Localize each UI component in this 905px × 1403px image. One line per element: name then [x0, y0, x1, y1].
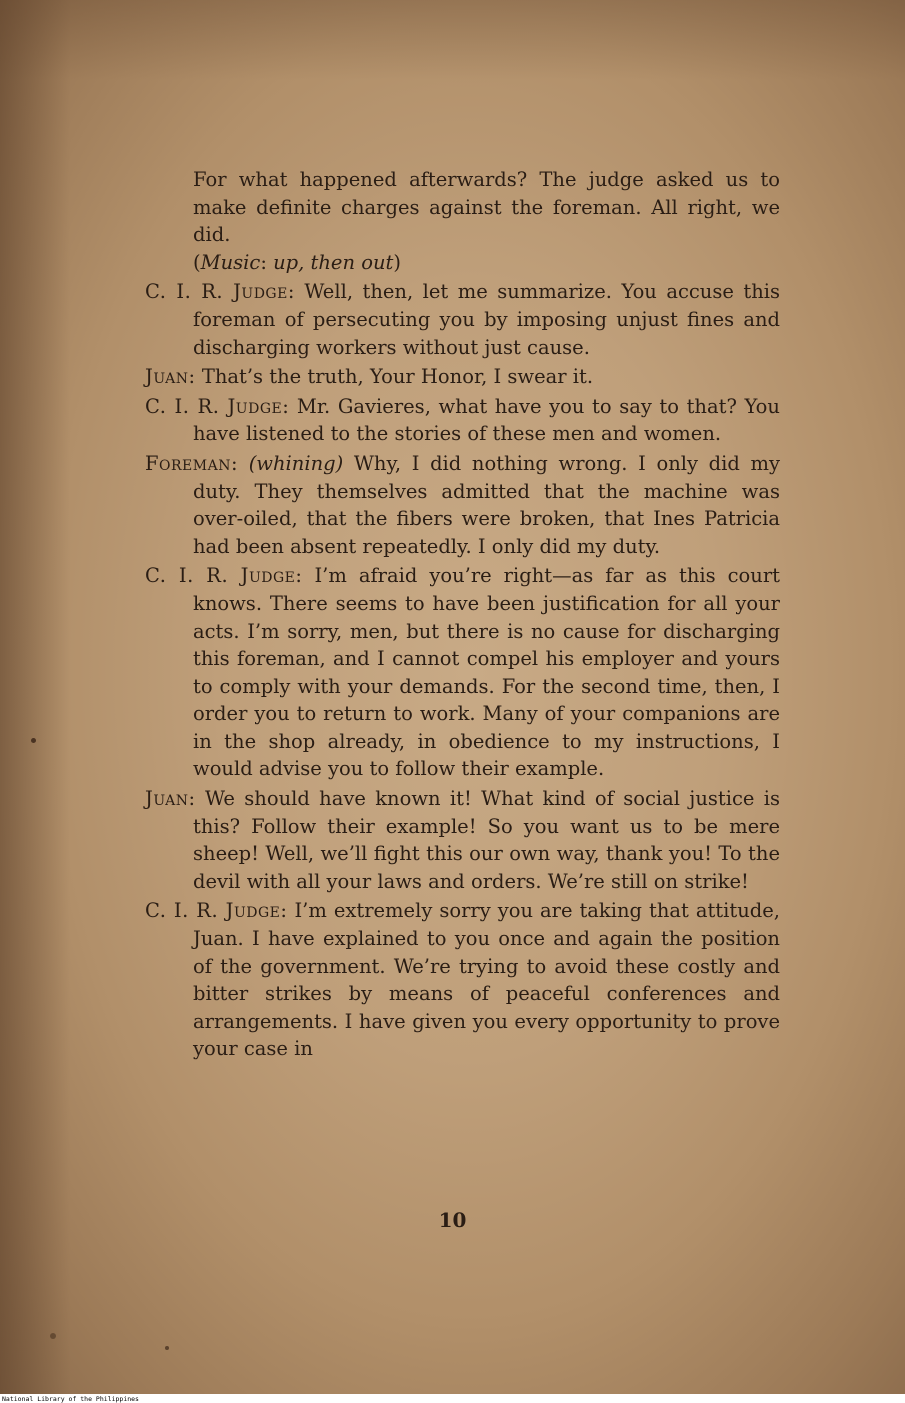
speech-direction: (whining) — [248, 451, 344, 475]
speaker-label: Foreman: — [145, 451, 239, 475]
speaker-label: C. I. R. Judge: — [145, 394, 290, 418]
speech-text: We should have known it! What kind of social justice is this? Follow their example! So you want us to be mere sheep! Well, we’ll fight this our own way, thank you! To the devil with all your laws and orders. We’re still on strike! — [193, 787, 780, 893]
speech-judge-1 — [145, 278, 780, 361]
speech-text: Mr. Gavieres, what have you to say to that? You have listened to the stories of these men and women. — [193, 394, 780, 446]
speech-judge-2 — [145, 393, 780, 448]
intro-paragraph — [145, 166, 780, 276]
speech-juan-1 — [145, 363, 780, 391]
speech-judge-4 — [145, 897, 780, 1063]
intro-text: For what happened afterwards? The judge asked us to make definite charges against the foreman. All right, we did. — [193, 168, 780, 247]
play-text — [145, 166, 780, 1065]
speech-text: Well, then, let me summarize. You accuse this foreman of persecuting you by imposing unjust fines and discharging workers without just cause. — [193, 280, 780, 359]
stage-direction: (Music: up, then out) — [193, 250, 401, 274]
speech-text: I’m afraid you’re right—as far as this court knows. There seems to have been justification for all your acts. I’m sorry, men, but there is no cause for discharging this foreman, and I cannot compel his employer and yours to comply with your demands. For the second time, then, I order you to return to work. Many of your companions are in the shop already, in obedience to my instructions, I would advise you to follow their example. — [193, 564, 780, 781]
speech-judge-3 — [145, 562, 780, 783]
speech-text: Why, I did nothing wrong. I only did my duty. They themselves admitted that the machine was over-oiled, that the fibers were broken, that Ines Patricia had been absent repeatedly. I only did my duty. — [193, 451, 780, 558]
speaker-label: Juan: — [145, 365, 196, 389]
paper-speck-mark — [31, 738, 36, 743]
paper-speck-mark — [165, 1346, 169, 1350]
page-number: 10 — [438, 1208, 467, 1232]
speech-juan-2 — [145, 785, 780, 895]
speech-text: I’m extremely sorry you are taking that attitude, Juan. I have explained to you once and again the position of the government. We’re trying to avoid these costly and bitter strikes by means of peaceful conferences and arrangements. I have given you every opportunity to prove your case in — [193, 899, 780, 1061]
speech-foreman-1 — [145, 450, 780, 560]
library-credit: National Library of the Philippines — [2, 1395, 139, 1403]
speaker-label: Juan: — [145, 787, 196, 811]
speech-text: That’s the truth, Your Honor, I swear it. — [201, 365, 594, 389]
speaker-label: C. I. R. Judge: — [145, 280, 295, 304]
paper-speck-mark — [50, 1333, 56, 1339]
speaker-label: C. I. R. Judge: — [145, 564, 303, 588]
speaker-label: C. I. R. Judge: — [145, 899, 288, 923]
